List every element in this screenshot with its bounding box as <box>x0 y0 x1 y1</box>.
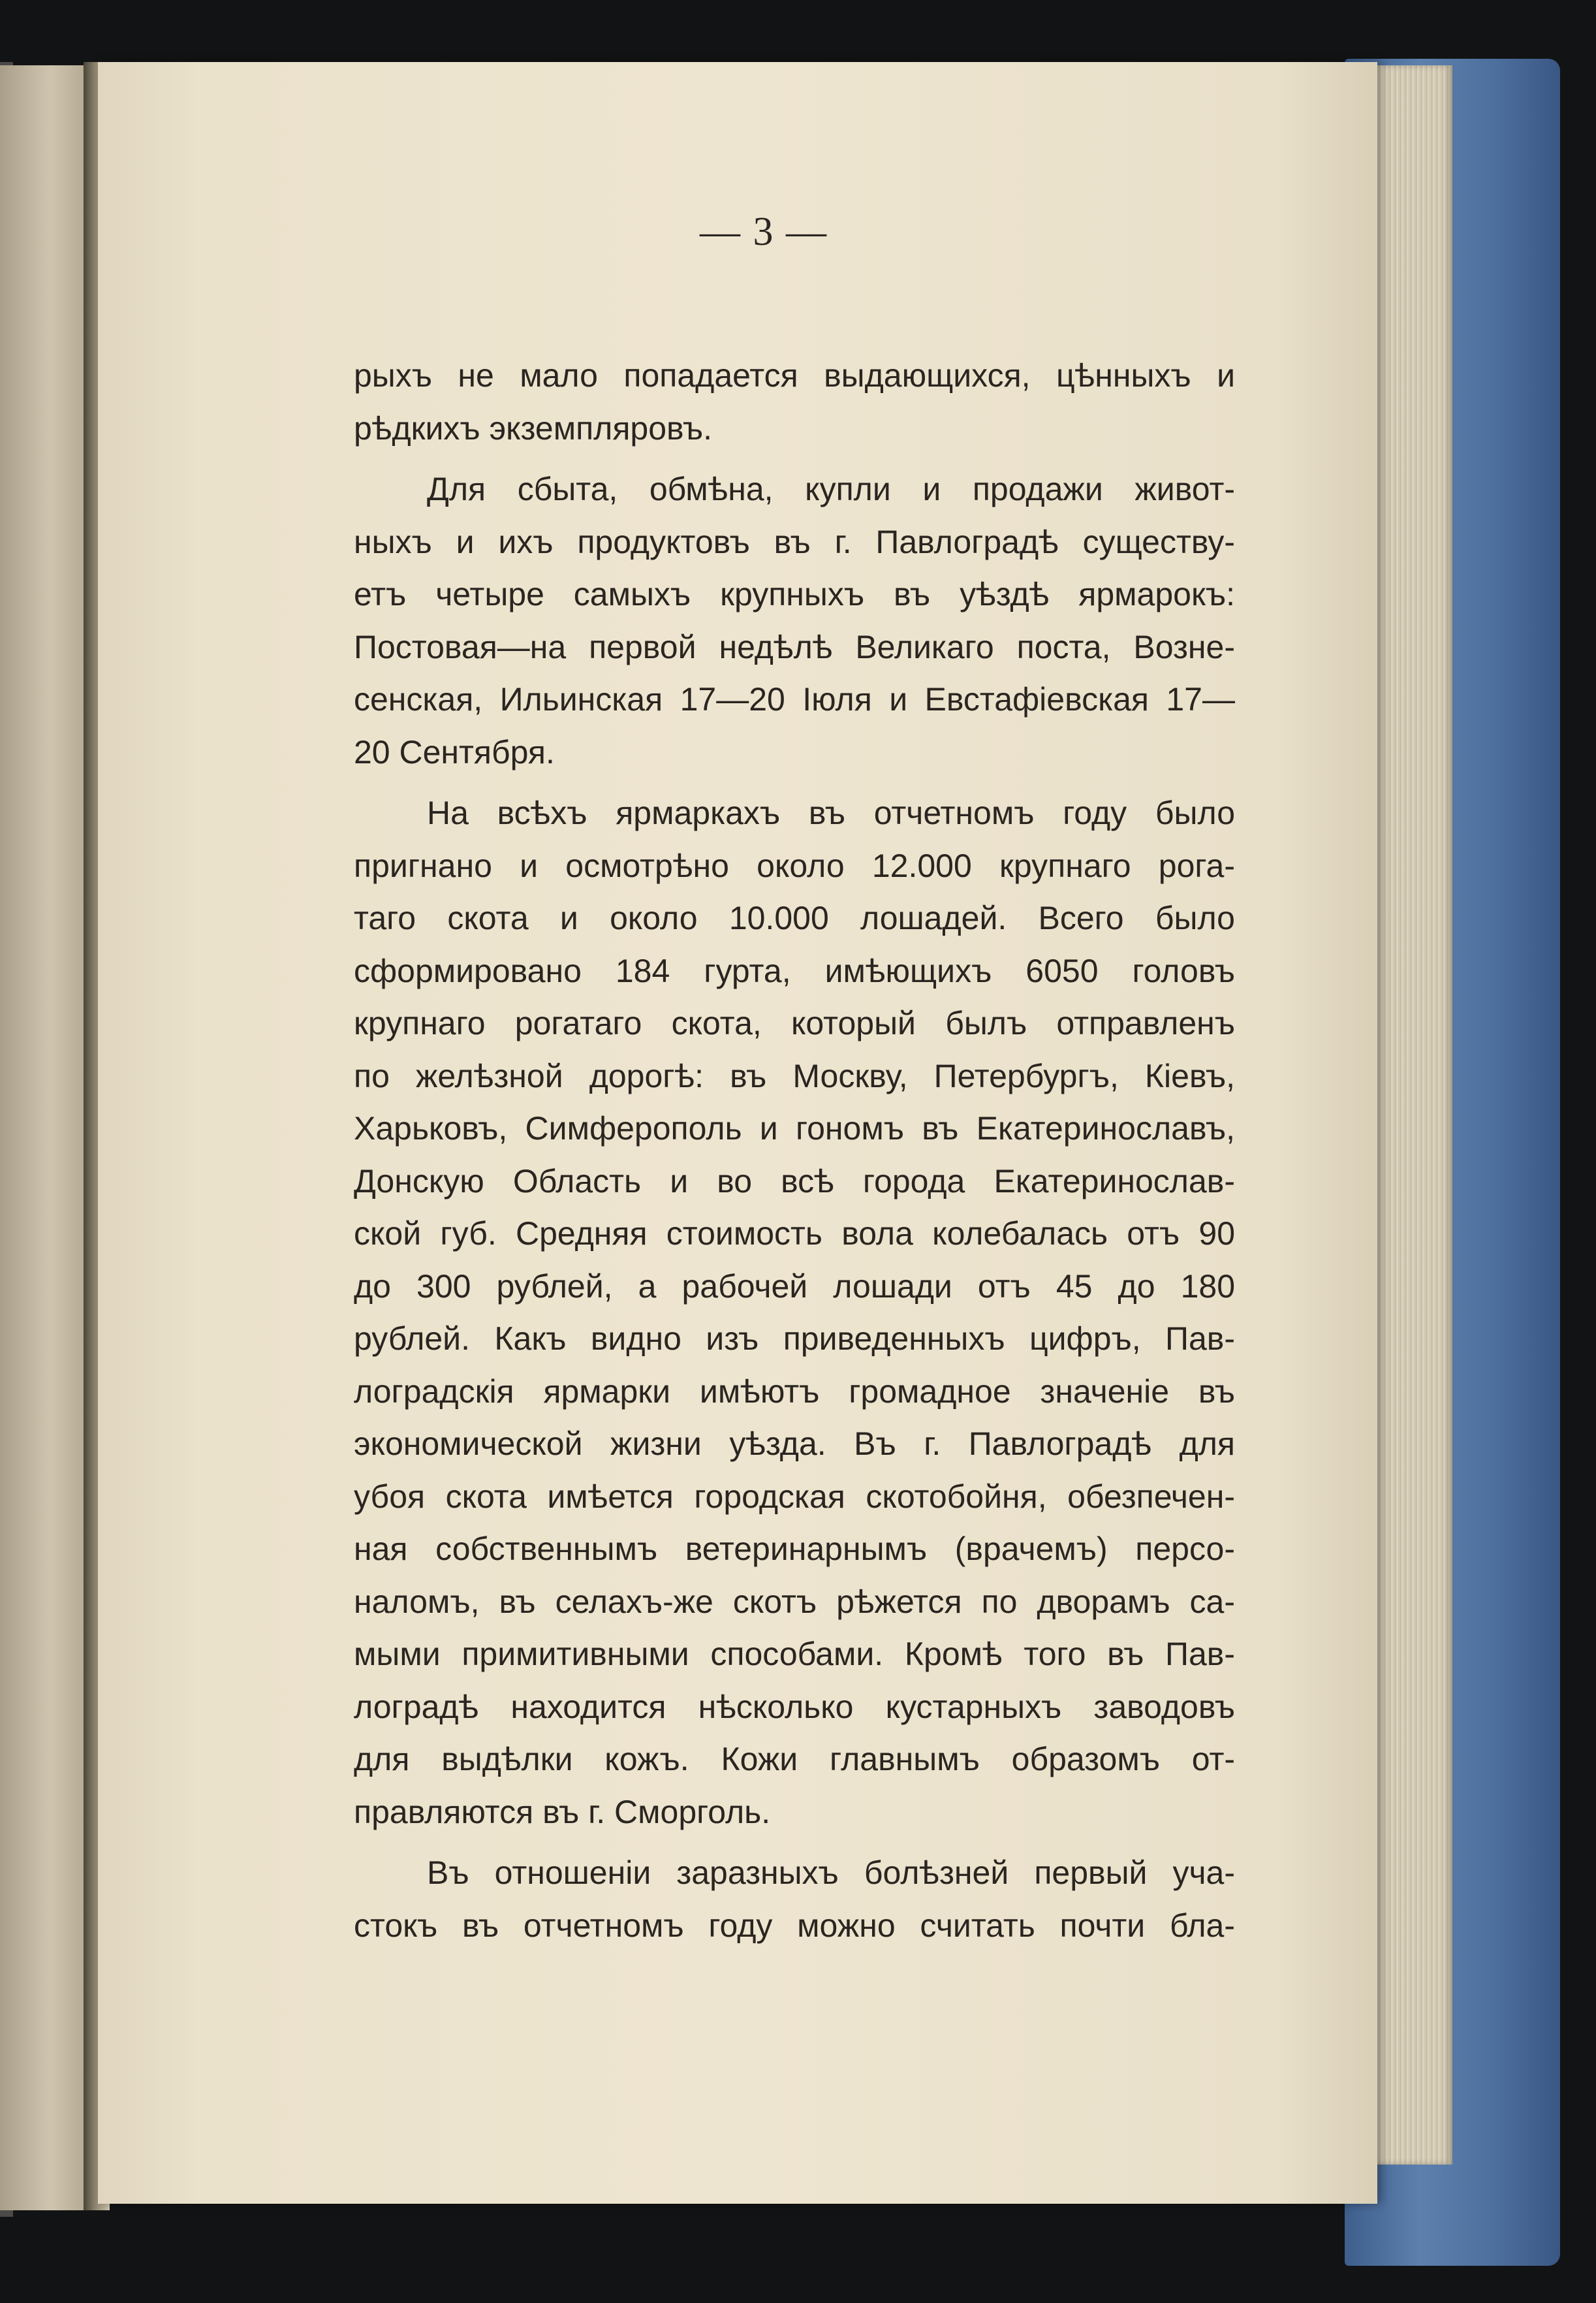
text-line: сенская, Ильинская 17—20 Іюля и Евстафіевская 17— <box>354 681 1235 718</box>
text-line: лоградѣ находится нѣсколько кустарныхъ заводовъ <box>354 1688 1235 1725</box>
text-line: Донскую Область и во всѣ города Екатеринослав- <box>354 1162 1235 1199</box>
page-number: — 3 — <box>700 210 828 254</box>
text-line: таго скота и около 10.000 лошадей. Всего было <box>354 900 1235 936</box>
paragraph-1 <box>354 349 1235 454</box>
text-line: Харьковъ, Симферополь и гономъ въ Екатеринославъ, <box>354 1110 1235 1147</box>
paragraph-3 <box>354 787 1235 1838</box>
text-line: Въ отношеніи заразныхъ болѣзней первый уча- <box>427 1854 1235 1891</box>
text-line: етъ четыре самыхъ крупныхъ въ уѣздѣ ярмарокъ: <box>354 576 1235 612</box>
text-line: ная собственнымъ ветеринарнымъ (врачемъ) персо- <box>354 1531 1235 1567</box>
text-line: наломъ, въ селахъ-же скотъ рѣжется по дворамъ са- <box>354 1583 1235 1620</box>
text-line: пригнано и осмотрѣно около 12.000 крупнаго рога- <box>354 847 1235 884</box>
text-line: для выдѣлки кожъ. Кожи главнымъ образомъ от- <box>354 1741 1235 1777</box>
text-line: стокъ въ отчетномъ году можно считать почти бла- <box>354 1907 1235 1944</box>
text-line: рыхъ не мало попадается выдающихся, цѣнныхъ и <box>354 357 1235 394</box>
text-line: рублей. Какъ видно изъ приведенныхъ цифръ, Пав- <box>354 1320 1235 1357</box>
text-line: мыми примитивными способами. Кромѣ того въ Пав- <box>354 1636 1235 1672</box>
text-line: по желѣзной дорогѣ: въ Москву, Петербургъ, Кіевъ, <box>354 1057 1235 1094</box>
text-line: лоградскія ярмарки имѣютъ громадное значеніе въ <box>354 1373 1235 1410</box>
text-line: рѣдкихъ экземпляровъ. <box>354 409 713 447</box>
text-line: убоя скота имѣется городская скотобойня, обезпечен- <box>354 1478 1235 1515</box>
text-line: сформировано 184 гурта, имѣющихъ 6050 головъ <box>354 952 1235 989</box>
text-line: ской губ. Средняя стоимость вола колебалась отъ 90 <box>354 1215 1235 1252</box>
text-line: Для сбыта, обмѣна, купли и продажи живот- <box>427 471 1235 507</box>
paragraph-4 <box>354 1847 1235 1952</box>
page-edges <box>1368 65 1452 2165</box>
book-page <box>98 62 1377 2204</box>
text-line: правляются въ г. Сморголь. <box>354 1793 771 1830</box>
text-line: 20 Сентября. <box>354 733 555 770</box>
text-line: экономической жизни уѣзда. Въ г. Павлоградѣ для <box>354 1425 1235 1462</box>
text-line: крупнаго рогатаго скота, который былъ отправленъ <box>354 1005 1235 1041</box>
text-line: На всѣхъ ярмаркахъ въ отчетномъ году было <box>427 795 1235 831</box>
text-line: ныхъ и ихъ продуктовъ въ г. Павлоградѣ существу- <box>354 523 1235 560</box>
page-body <box>354 349 1235 1952</box>
text-line: до 300 рублей, а рабочей лошади отъ 45 до 180 <box>354 1267 1235 1305</box>
left-page <box>0 65 91 2210</box>
paragraph-2 <box>354 463 1235 778</box>
text-line: Постовая—на первой недѣлѣ Великаго поста, Возне- <box>354 628 1235 665</box>
